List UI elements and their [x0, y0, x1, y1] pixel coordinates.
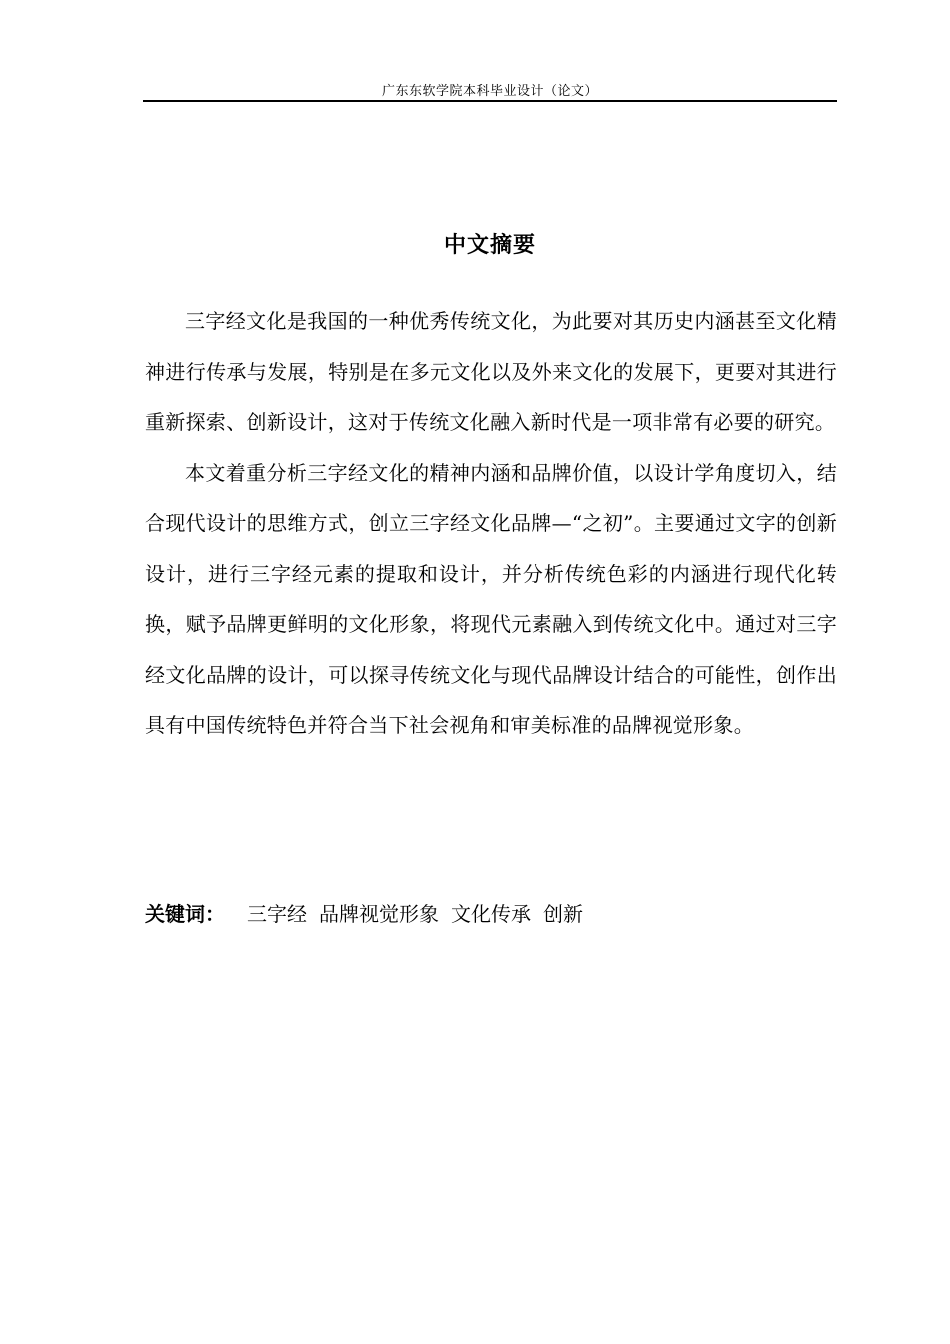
- keywords-line: [145, 899, 837, 929]
- keyword-4: 创新: [543, 902, 583, 926]
- abstract-body: [145, 296, 837, 751]
- abstract-paragraph-2: 本文着重分析三字经文化的精神内涵和品牌价值，以设计学角度切入，结合现代设计的思维方式，创立三字经文化品牌—“之初”。主要通过文字的创新设计，进行三字经元素的提取和设计，并分析传统色彩的内涵进行现代化转换，赋予品牌更鲜明的文化形象，将现代元素融入到传统文化中。通过对三字经文化品牌的设计，可以探寻传统文化与现代品牌设计结合的可能性，创作出具有中国传统特色并符合当下社会视角和审美标准的品牌视觉形象。: [145, 460, 837, 737]
- keyword-1: 三字经: [247, 902, 307, 926]
- abstract-paragraph-1: 三字经文化是我国的一种优秀传统文化，为此要对其历史内涵甚至文化精神进行传承与发展，特别是在多元文化以及外来文化的发展下，更要对其进行重新探索、创新设计，这对于传统文化融入新时代是一项非常有必要的研究。: [145, 309, 837, 434]
- keywords-label: 关键词：: [145, 902, 225, 926]
- header-rule: [143, 100, 837, 102]
- keyword-2: 品牌视觉形象: [319, 902, 439, 926]
- abstract-title: 中文摘要: [443, 233, 536, 258]
- running-header: 广东东软学院本科毕业设计（论文）: [381, 84, 598, 99]
- keyword-3: 文化传承: [451, 902, 531, 926]
